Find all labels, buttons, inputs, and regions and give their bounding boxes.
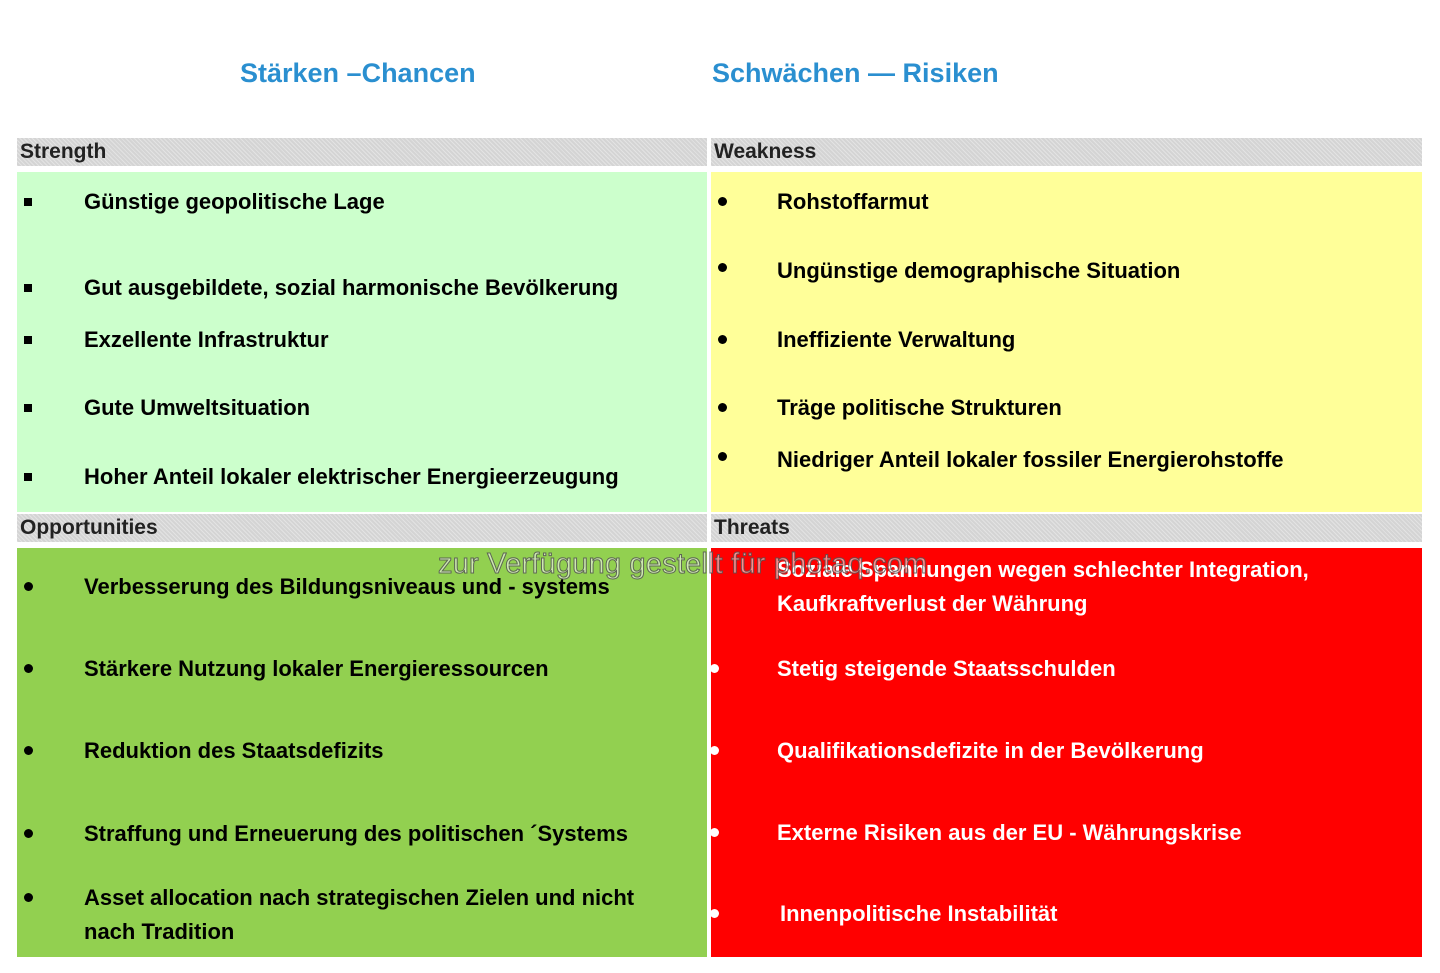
strength-item-text: Gut ausgebildete, sozial harmonische Bevölkerung: [84, 275, 619, 300]
opportunity-item-text: Asset allocation nach strategischen Zielen und nicht: [84, 885, 635, 910]
threat-item-text: Soziale Spannungen wegen schlechter Integration,: [777, 557, 1309, 582]
strength-item-text: Exzellente Infrastruktur: [84, 327, 329, 352]
dot-bullet-icon: [715, 185, 729, 219]
title-strengths-opportunities: Stärken –Chancen: [240, 58, 476, 88]
dot-bullet-icon: [21, 570, 35, 604]
weakness-item-text: Ungünstige demographische Situation: [777, 258, 1181, 283]
opportunity-item-text: Straffung und Erneuerung des politischen ´Systems: [84, 821, 628, 846]
square-bullet-icon: [21, 185, 35, 219]
dot-bullet-icon: [21, 817, 35, 851]
quadrant-body-weakness: [711, 172, 1422, 512]
strength-item-text: Hoher Anteil lokaler elektrischer Energieerzeugung: [84, 464, 619, 489]
opportunity-item-text: Stärkere Nutzung lokaler Energieressourcen: [84, 656, 549, 681]
weakness-item-text: Rohstoffarmut: [777, 189, 929, 214]
threat-item-text: Externe Risiken aus der EU - Währungskrise: [777, 820, 1242, 845]
strength-item-text: Günstige geopolitische Lage: [84, 189, 385, 214]
square-bullet-icon: [21, 460, 35, 494]
quadrant-body-threats: [711, 548, 1422, 957]
quadrant-header-weakness: Weakness: [711, 138, 1422, 166]
quadrant-weakness: [711, 138, 1422, 512]
quadrant-header-strength: Strength: [17, 138, 707, 166]
square-bullet-icon: [21, 391, 35, 425]
strength-item-text: Gute Umweltsituation: [84, 395, 311, 420]
weakness-item-text: Niedriger Anteil lokaler fossiler Energierohstoffe: [777, 447, 1284, 472]
dot-bullet-icon: [707, 897, 721, 931]
dot-bullet-icon: [21, 652, 35, 686]
weakness-item-text: Ineffiziente Verwaltung: [777, 327, 1016, 352]
quadrant-strength: [17, 138, 707, 512]
weakness-item-text: Träge politische Strukturen: [777, 395, 1062, 420]
dot-bullet-icon: [707, 652, 721, 686]
quadrant-header-opportunities: Opportunities: [17, 514, 707, 542]
title-weaknesses-threats: Schwächen — Risiken: [712, 58, 999, 88]
quadrant-body-opportunities: [17, 548, 707, 957]
dot-bullet-icon: [715, 440, 729, 474]
threat-item-text: Innenpolitische Instabilität: [780, 901, 1058, 926]
dot-bullet-icon: [715, 251, 729, 285]
dot-bullet-icon: [21, 881, 35, 915]
dot-bullet-icon: [715, 323, 729, 357]
dot-bullet-icon: [715, 391, 729, 425]
square-bullet-icon: [21, 271, 35, 305]
watermark-text: zur Verfügung gestellt für photaq.com: [438, 548, 928, 580]
opportunity-item-text: Verbesserung des Bildungsniveaus und - systems: [84, 574, 610, 599]
opportunity-item-text: Reduktion des Staatsdefizits: [84, 738, 384, 763]
quadrant-header-threats: Threats: [711, 514, 1422, 542]
opportunity-item-text: nach Tradition: [84, 919, 235, 944]
square-bullet-icon: [21, 323, 35, 357]
threat-item-text: Qualifikationsdefizite in der Bevölkerung: [777, 738, 1204, 763]
dot-bullet-icon: [707, 734, 721, 768]
threat-item-text: Kaufkraftverlust der Währung: [777, 591, 1088, 616]
quadrant-body-strength: [17, 172, 707, 512]
dot-bullet-icon: [21, 734, 35, 768]
threat-item-text: Stetig steigende Staatsschulden: [777, 656, 1116, 681]
dot-bullet-icon: [707, 816, 721, 850]
